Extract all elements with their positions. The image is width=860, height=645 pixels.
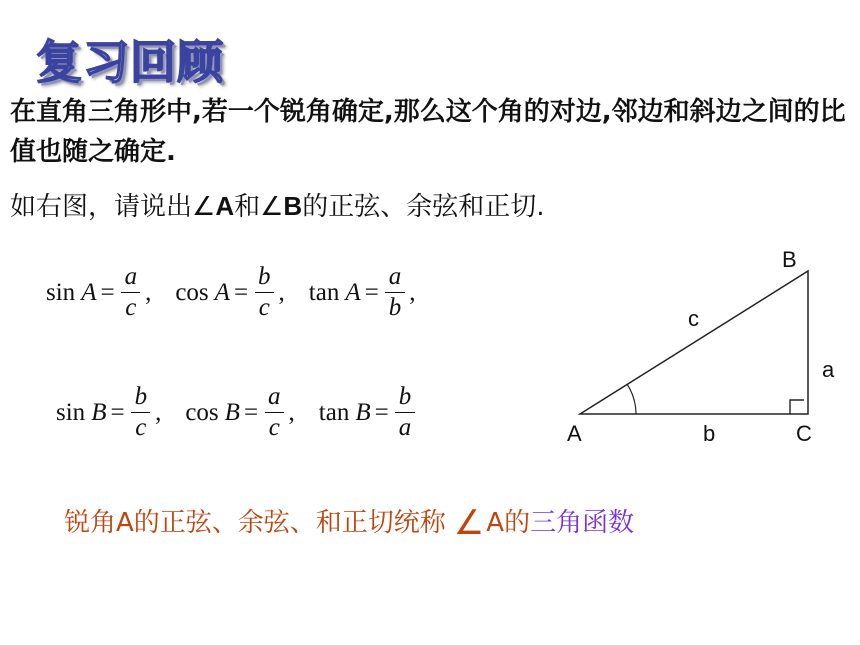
fraction bbox=[264, 382, 285, 443]
vertex-a-label: A bbox=[567, 421, 582, 446]
denominator: c bbox=[265, 412, 284, 443]
conclusion-prefix: 锐角A的正弦、余弦、和正切统称 bbox=[64, 508, 446, 538]
trig-functions-term: 三角函数 bbox=[530, 508, 635, 538]
denominator: b bbox=[385, 292, 406, 323]
denominator: a bbox=[395, 412, 416, 443]
angle-a-arc bbox=[627, 384, 636, 414]
side-a-label: a bbox=[822, 357, 835, 382]
numerator: b bbox=[398, 383, 412, 410]
numerator: b bbox=[134, 383, 148, 410]
vertex-b-label: B bbox=[782, 247, 797, 272]
numerator: a bbox=[124, 263, 138, 290]
angle-variable: B bbox=[91, 398, 107, 426]
function-name: tan bbox=[308, 278, 340, 306]
function-name: sin bbox=[56, 398, 86, 426]
intro-paragraph: 在直角三角形中,若一个锐角确定,那么这个角的对边,邻边和斜边之间的比值也随之确定. bbox=[10, 97, 846, 167]
function-name: tan bbox=[318, 398, 350, 426]
slide-title: 复习回顾 bbox=[36, 35, 224, 89]
question-angle-a: A bbox=[215, 191, 235, 221]
denominator: c bbox=[121, 292, 140, 323]
function-name: cos bbox=[185, 398, 219, 426]
angle-variable: B bbox=[224, 398, 240, 426]
question-part3: 的正弦、余弦和正切. bbox=[302, 192, 545, 222]
formula-sin-a bbox=[46, 262, 151, 323]
function-name: sin bbox=[46, 278, 76, 306]
conclusion-line bbox=[64, 502, 634, 543]
equals-sign: = bbox=[100, 278, 115, 306]
angle-symbol: ∠ bbox=[453, 503, 485, 543]
angle-variable: A bbox=[81, 278, 97, 306]
comma: , bbox=[409, 278, 416, 306]
question-part1: 如右图，请说出∠ bbox=[10, 192, 216, 222]
right-triangle-diagram bbox=[560, 240, 850, 455]
fraction bbox=[131, 382, 152, 443]
fraction bbox=[254, 262, 275, 323]
side-b-label: b bbox=[703, 421, 716, 446]
side-c-label: c bbox=[688, 306, 699, 331]
equals-sign: = bbox=[374, 398, 389, 426]
comma: , bbox=[278, 278, 285, 306]
fraction bbox=[121, 262, 142, 323]
angle-variable: B bbox=[355, 398, 371, 426]
formula-tan-b bbox=[319, 382, 419, 443]
comma: , bbox=[145, 278, 152, 306]
numerator: a bbox=[268, 383, 281, 410]
angle-variable: A bbox=[345, 278, 361, 306]
right-angle-marker bbox=[790, 400, 804, 414]
formula-row-angle-a bbox=[46, 262, 439, 323]
formula-cos-a bbox=[175, 262, 284, 323]
denominator: c bbox=[131, 412, 150, 443]
formula-sin-b bbox=[56, 382, 161, 443]
fraction bbox=[395, 382, 416, 443]
comma: , bbox=[288, 398, 295, 426]
vertex-c-label: C bbox=[796, 421, 812, 446]
equals-sign: = bbox=[243, 398, 259, 426]
equals-sign: = bbox=[233, 278, 249, 306]
formula-row-angle-b bbox=[56, 382, 443, 443]
comma: , bbox=[155, 398, 162, 426]
question-angle-b: B bbox=[283, 191, 303, 221]
triangle-shape bbox=[580, 271, 808, 414]
numerator: a bbox=[388, 263, 402, 290]
equals-sign: = bbox=[110, 398, 125, 426]
numerator: b bbox=[258, 263, 271, 290]
formula-cos-b bbox=[185, 382, 294, 443]
denominator: c bbox=[255, 292, 274, 323]
conclusion-suffix: A的 bbox=[486, 508, 531, 538]
angle-variable: A bbox=[214, 278, 230, 306]
question-part2: 和∠ bbox=[234, 192, 284, 222]
question-line bbox=[10, 186, 544, 227]
function-name: cos bbox=[175, 278, 209, 306]
formula-tan-a bbox=[309, 262, 416, 323]
equals-sign: = bbox=[364, 278, 379, 306]
fraction bbox=[385, 262, 406, 323]
